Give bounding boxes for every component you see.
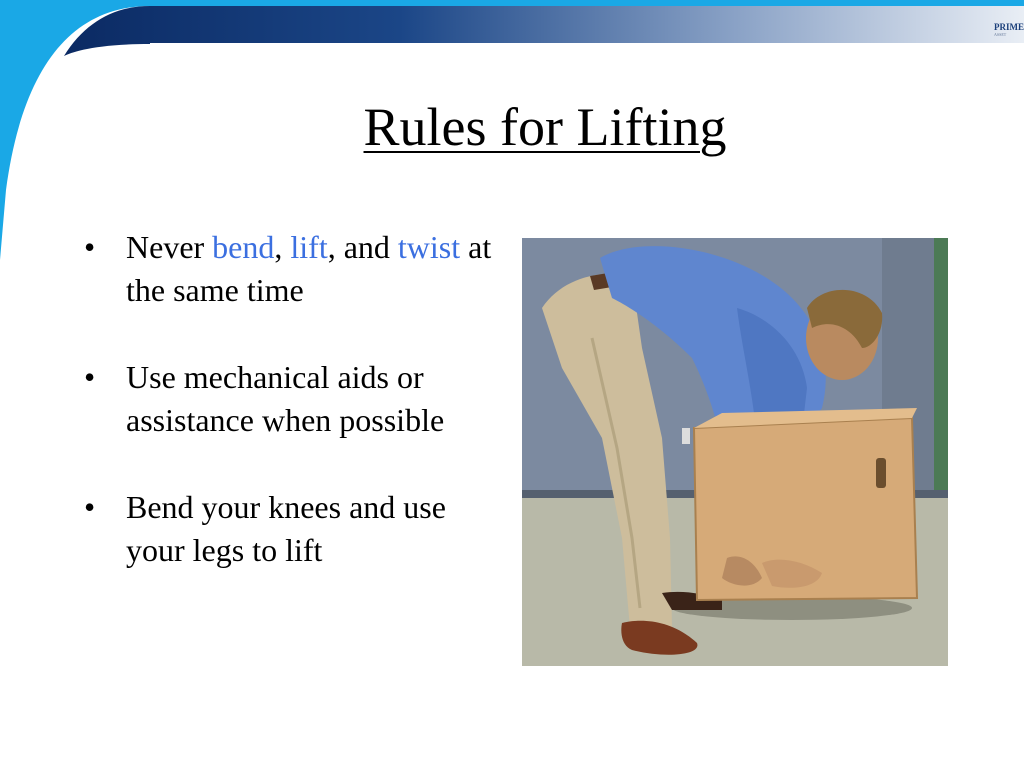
bullet-dot-icon: • — [84, 229, 96, 265]
slide-title: Rules for Lifting — [363, 97, 727, 157]
bullet-text: , and — [327, 229, 398, 265]
bullet-text: Bend your knees and use your legs to lift — [126, 489, 446, 568]
bullet-dot-icon: • — [84, 489, 96, 525]
highlighted-keyword: lift — [290, 229, 328, 265]
company-logo — [994, 22, 1024, 46]
highlighted-keyword: twist — [397, 229, 461, 265]
person-lifting-box-photo — [522, 238, 948, 666]
logo-subtext: ASSET — [994, 32, 1007, 37]
bullet-text: Never — [126, 229, 213, 265]
bullet-list — [84, 226, 494, 616]
bullet-item — [84, 486, 494, 572]
highlighted-keyword: bend — [212, 229, 275, 265]
bullet-text: Use mechanical aids or assistance when possible — [126, 359, 445, 438]
bullet-text: , — [274, 229, 291, 265]
bullet-dot-icon: • — [84, 359, 96, 395]
bullet-item — [84, 226, 494, 312]
bullet-item — [84, 356, 494, 442]
bullet-text: at the same time — [126, 229, 492, 308]
logo-text: PRIME — [994, 22, 1024, 32]
